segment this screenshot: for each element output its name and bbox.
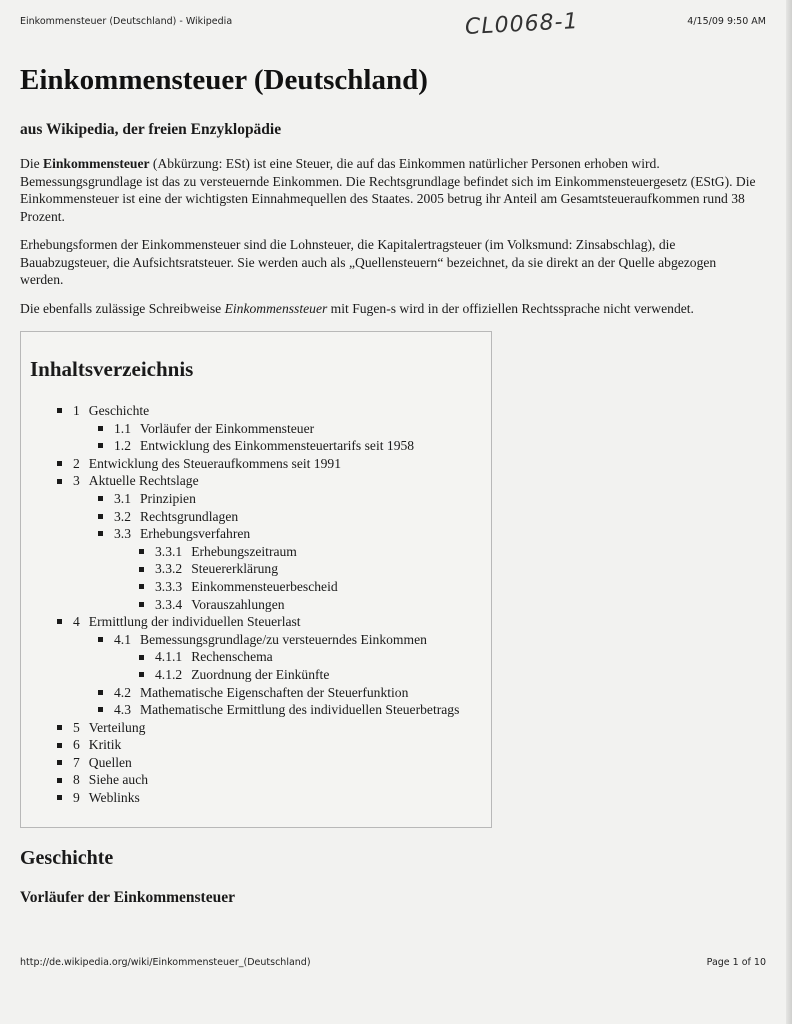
toc-item[interactable]	[21, 437, 459, 455]
p3-post: mit Fugen-s wird in der offiziellen Rechtssprache nicht verwendet.	[327, 301, 694, 316]
intro-paragraph-2: Erhebungsformen der Einkommensteuer sind die Lohnsteuer, die Kapitalertragsteuer (im Volksmund: Zinsabschlag), die Bauabzugsteuer, die Aufsichtsratsteuer. Sie werden auch als „Quellensteuern“ bezeichnet, da sie direkt an der Quelle abgezogen werden.	[20, 237, 717, 287]
toc-item-label[interactable]: Vorauszahlungen	[191, 596, 285, 612]
toc-item-number: 3.3.1	[155, 543, 183, 559]
bullet-icon	[98, 426, 103, 431]
toc-item[interactable]	[21, 613, 459, 631]
toc-item-label[interactable]: Prinzipien	[140, 490, 196, 506]
toc-item-number: 3.3	[114, 526, 131, 542]
handwritten-annotation: CL0068-1	[464, 9, 580, 40]
toc-item-number: 5	[73, 719, 80, 735]
toc-item-label[interactable]: Einkommensteuerbescheid	[191, 578, 338, 594]
toc-item-number: 8	[73, 772, 80, 788]
print-footer-url: http://de.wikipedia.org/wiki/Einkommensteuer_(Deutschland)	[20, 957, 311, 968]
toc-item[interactable]	[21, 543, 459, 561]
article-title: Einkommensteuer (Deutschland)	[20, 64, 428, 96]
toc-item[interactable]	[21, 648, 459, 666]
toc-item-label[interactable]: Quellen	[88, 754, 132, 770]
bullet-icon	[139, 655, 144, 660]
toc-item-label[interactable]: Entwicklung des Steueraufkommens seit 1991	[88, 455, 341, 471]
toc-list	[21, 402, 459, 807]
bullet-icon	[57, 743, 62, 748]
toc-item-number: 3.3.4	[155, 596, 183, 612]
toc-item-number: 3.1	[114, 490, 131, 506]
toc-item-number: 3.3.2	[155, 561, 183, 577]
toc-item[interactable]	[21, 455, 459, 473]
toc-item[interactable]	[21, 578, 459, 596]
scan-page-edge	[786, 0, 792, 1024]
bullet-icon	[57, 461, 62, 466]
toc-item[interactable]	[21, 684, 459, 702]
toc-item[interactable]	[21, 472, 459, 490]
toc-item-label[interactable]: Bemessungsgrundlage/zu versteuerndes Einkommen	[140, 631, 427, 647]
toc-item-label[interactable]: Verteilung	[88, 719, 146, 735]
toc-item-label[interactable]: Erhebungsverfahren	[140, 526, 251, 542]
toc-item-number: 6	[73, 737, 80, 753]
bullet-icon	[57, 778, 62, 783]
bullet-icon	[98, 637, 103, 642]
bullet-icon	[139, 584, 144, 589]
toc-item-label[interactable]: Erhebungszeitraum	[191, 543, 297, 559]
toc-item-number: 4.2	[114, 684, 131, 700]
bullet-icon	[98, 707, 103, 712]
article-subtitle: aus Wikipedia, der freien Enzyklopädie	[20, 121, 282, 138]
toc-item-label[interactable]: Geschichte	[88, 403, 150, 418]
bullet-icon	[98, 531, 103, 536]
toc-item-label[interactable]: Rechtsgrundlagen	[140, 508, 239, 524]
p1-rest: (Abkürzung: ESt) ist eine Steuer, die auf das Einkommen natürlicher Personen erhoben wird. Bemessungsgrundlage ist das zu versteuernde Einkommen. Die Rechtsgrundlage befindet sich im Einkommensteuergesetz (EStG). Die Einkommensteuer ist eine der wichtigsten Einnahmequellen des Staates. 2005 betrug ihr Anteil am Gesamtsteueraufkommen rund 38 Prozent.	[20, 156, 756, 224]
toc-item-label[interactable]: Kritik	[88, 737, 122, 753]
subsection-heading-vorlaeufer: Vorläufer der Einkommensteuer	[20, 889, 235, 906]
toc-item[interactable]	[21, 420, 459, 438]
toc-item-number: 3	[73, 473, 80, 489]
bullet-icon	[57, 795, 62, 800]
toc-item[interactable]	[21, 596, 459, 614]
toc-item-number: 2	[73, 455, 80, 471]
toc-item-number: 4.3	[114, 702, 131, 718]
bullet-icon	[57, 408, 62, 413]
toc-item-label[interactable]: Siehe auch	[88, 772, 149, 788]
toc-item-label[interactable]: Steuererklärung	[191, 561, 279, 577]
toc-item-number: 7	[73, 754, 80, 770]
bullet-icon	[98, 496, 103, 501]
toc-item-number: 4.1.1	[155, 649, 183, 665]
bullet-icon	[57, 619, 62, 624]
toc-item[interactable]	[21, 771, 459, 789]
toc-item[interactable]	[21, 525, 459, 543]
toc-item[interactable]	[21, 631, 459, 649]
toc-item-label[interactable]: Rechenschema	[191, 649, 273, 665]
toc-item-number: 1.1	[114, 420, 131, 436]
toc-item-label[interactable]: Ermittlung der individuellen Steuerlast	[88, 614, 301, 630]
toc-item-number: 1	[73, 403, 80, 418]
toc-item-number: 1.2	[114, 438, 131, 454]
toc-item[interactable]	[21, 754, 459, 772]
section-heading-geschichte: Geschichte	[20, 847, 114, 869]
toc-item-label[interactable]: Weblinks	[88, 790, 140, 806]
toc-item[interactable]	[21, 560, 459, 578]
p3-pre: Die ebenfalls zulässige Schreibweise	[20, 301, 225, 316]
toc-item-label[interactable]: Mathematische Eigenschaften der Steuerfunktion	[140, 684, 409, 700]
bullet-icon	[57, 725, 62, 730]
toc-item-label[interactable]: Zuordnung der Einkünfte	[191, 666, 330, 682]
toc-item[interactable]	[21, 736, 459, 754]
print-footer-page: Page 1 of 10	[706, 957, 766, 968]
p3-em-term: Einkommenssteuer	[224, 301, 328, 316]
toc-item[interactable]	[21, 666, 459, 684]
toc-item-label[interactable]: Entwicklung des Einkommensteuertarifs seit 1958	[140, 438, 415, 454]
toc-item[interactable]	[21, 402, 459, 420]
toc-item-number: 9	[73, 790, 80, 806]
toc-item[interactable]	[21, 701, 459, 719]
intro-paragraph-3	[20, 300, 760, 318]
intro-paragraph-1	[20, 155, 760, 225]
bullet-icon	[98, 690, 103, 695]
bullet-icon	[57, 479, 62, 484]
toc-item[interactable]	[21, 719, 459, 737]
print-header-date: 4/15/09 9:50 AM	[687, 16, 766, 27]
bullet-icon	[57, 760, 62, 765]
toc-item[interactable]	[21, 789, 459, 807]
toc-item-number: 4	[73, 614, 80, 630]
toc-item-label[interactable]: Aktuelle Rechtslage	[88, 473, 199, 489]
toc-item-number: 3.3.3	[155, 578, 183, 594]
table-of-contents	[20, 331, 492, 828]
toc-item[interactable]	[21, 490, 459, 508]
p1-pre: Die	[20, 156, 44, 171]
toc-item-label[interactable]: Mathematische Ermittlung des individuellen Steuerbetrags	[140, 702, 460, 718]
toc-item-number: 3.2	[114, 508, 131, 524]
toc-item-label[interactable]: Vorläufer der Einkommensteuer	[140, 420, 315, 436]
bullet-icon	[139, 549, 144, 554]
toc-item[interactable]	[21, 508, 459, 526]
bullet-icon	[98, 443, 103, 448]
toc-title: Inhaltsverzeichnis	[30, 357, 194, 381]
print-header-title: Einkommensteuer (Deutschland) - Wikipedia	[20, 16, 233, 27]
p1-bold-term: Einkommensteuer	[43, 156, 150, 171]
bullet-icon	[139, 672, 144, 677]
bullet-icon	[139, 602, 144, 607]
toc-item-number: 4.1.2	[155, 666, 183, 682]
bullet-icon	[139, 567, 144, 572]
toc-item-number: 4.1	[114, 631, 131, 647]
bullet-icon	[98, 514, 103, 519]
